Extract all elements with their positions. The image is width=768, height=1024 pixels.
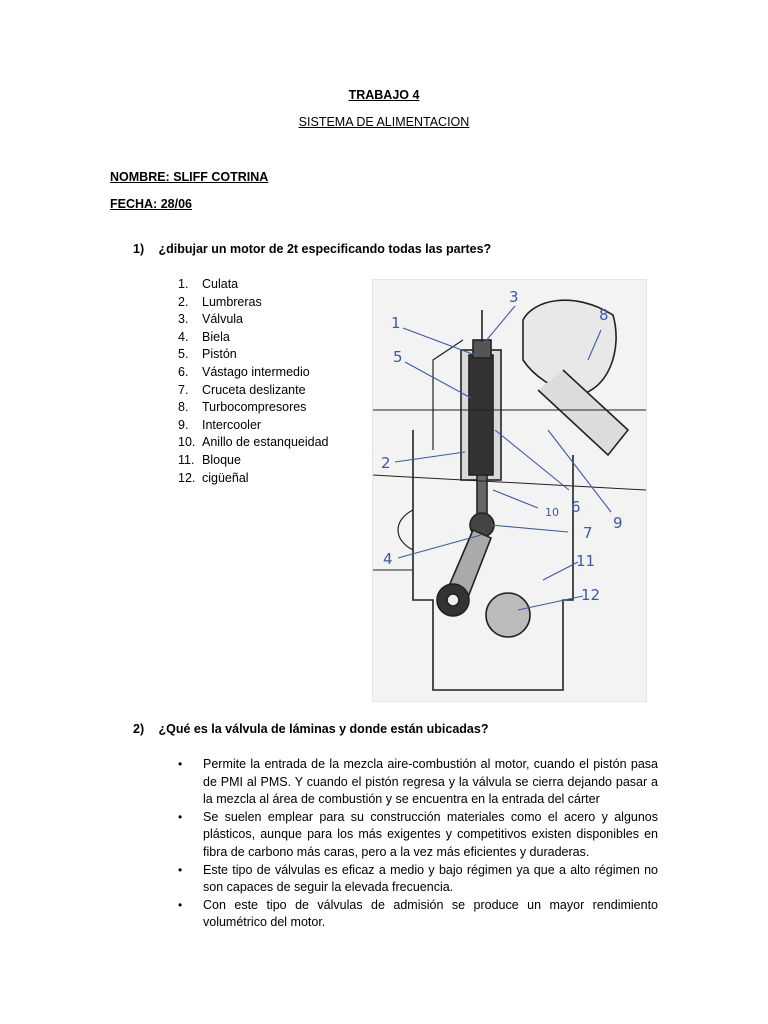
diagram-label-11: 11: [576, 552, 596, 570]
bullet-icon: •: [178, 809, 183, 824]
question-1-number: 1): [133, 242, 145, 256]
list-item: 9. Intercooler: [178, 417, 262, 432]
question-1-text: ¿dibujar un motor de 2t especificando todas las partes?: [158, 242, 492, 256]
list-item: 4. Biela: [178, 329, 230, 344]
answer-bullet-list: [178, 756, 658, 932]
document-subtitle: SISTEMA DE ALIMENTACION: [298, 115, 470, 129]
list-item: • Se suelen emplear para su construcción materiales como el acero y algunos plásticos, aunque para los más exigentes y competitivos existen disponibles en fibra de carbono más caras, pero a la vez más eficientes y duraderas.: [178, 809, 658, 859]
diagram-label-2: 2: [381, 454, 391, 472]
diagram-label-4: 4: [383, 550, 393, 568]
list-item: 3. Válvula: [178, 312, 243, 327]
question-2-number: 2): [133, 722, 145, 736]
diagram-label-12: 12: [581, 586, 601, 604]
list-item: 2. Lumbreras: [178, 294, 262, 309]
question-2-text: ¿Qué es la válvula de láminas y donde están ubicadas?: [158, 722, 489, 736]
list-item: 11. Bloque: [178, 452, 241, 467]
diagram-label-7: 7: [583, 524, 593, 542]
bullet-icon: •: [178, 757, 183, 771]
question-1: [133, 242, 491, 256]
diagram-label-3: 3: [509, 288, 519, 306]
engine-diagram: [372, 279, 647, 702]
student-name: NOMBRE: SLIFF COTRINA: [110, 170, 269, 184]
document-date: FECHA: 28/06: [110, 197, 192, 211]
list-item: 6. Vástago intermedio: [178, 364, 310, 379]
question-2: [133, 722, 488, 736]
list-item: • Este tipo de válvulas es eficaz a medio y bajo régimen ya que a alto régimen no son capaces de seguir la elevada frecuencia.: [178, 862, 658, 895]
diagram-label-1: 1: [391, 314, 401, 332]
list-item: 12. cigüeñal: [178, 470, 249, 485]
list-item: 7. Cruceta deslizante: [178, 382, 306, 397]
list-item: • Con este tipo de válvulas de admisión se produce un mayor rendimiento volumétrico del motor.: [178, 897, 658, 930]
bullet-icon: •: [178, 897, 183, 912]
diagram-label-8: 8: [599, 306, 609, 324]
list-item: • Permite la entrada de la mezcla aire-combustión al motor, cuando el pistón pasa de PMI al PMS. Y cuando el pistón regresa y la válvula se cierra dejando pasar a la mezcla al área de combustión y se encuentra en la entrada del cárter: [178, 757, 658, 807]
diagram-label-10: 10: [545, 506, 559, 519]
list-item: 8. Turbocompresores: [178, 400, 307, 415]
diagram-label-5: 5: [393, 348, 403, 366]
list-item: 10. Anillo de estanqueidad: [178, 435, 329, 450]
list-item: 1. Culata: [178, 277, 239, 291]
diagram-label-6: 6: [571, 498, 581, 516]
bullet-icon: •: [178, 862, 183, 877]
engine-parts-list: [178, 276, 329, 487]
diagram-label-9: 9: [613, 514, 623, 532]
list-item: 5. Pistón: [178, 347, 237, 362]
document-title: TRABAJO 4: [348, 88, 420, 102]
